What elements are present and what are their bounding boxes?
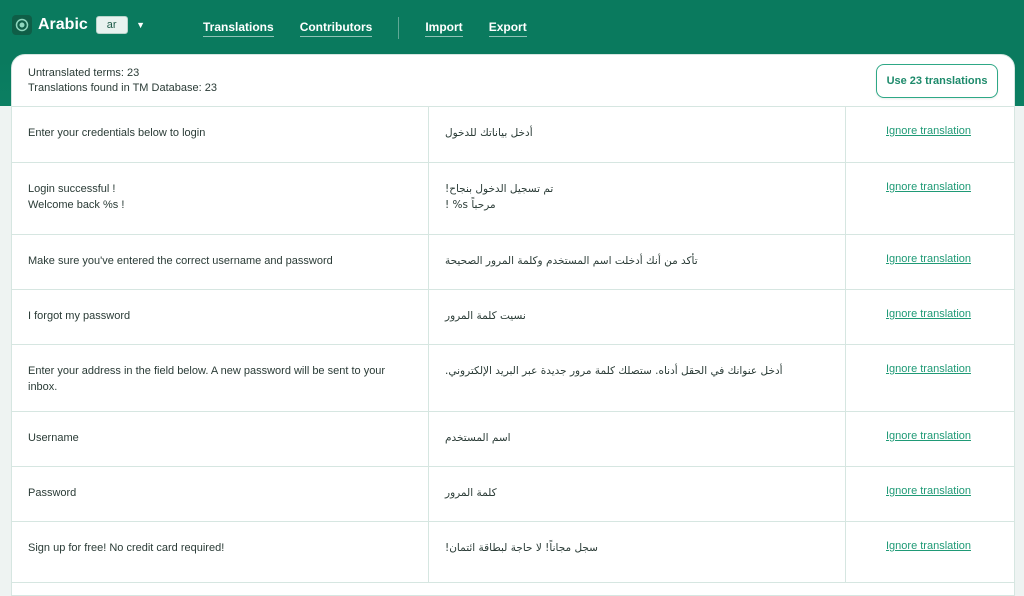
- nav-divider: [398, 17, 399, 39]
- table-row: [12, 522, 1014, 583]
- nav-translations[interactable]: Translations: [203, 20, 274, 37]
- source-text: Password: [12, 467, 429, 521]
- app-logo-icon: [12, 15, 32, 35]
- untranslated-count: Untranslated terms: 23: [28, 67, 140, 79]
- target-text: تأكد من أنك أدخلت اسم المستخدم وكلمة المرور الصحيحة: [429, 235, 846, 289]
- nav-import[interactable]: Import: [425, 20, 462, 37]
- table-row: [12, 290, 1014, 345]
- ignore-translation-link[interactable]: Ignore translation: [886, 308, 971, 320]
- ignore-translation-link[interactable]: Ignore translation: [886, 430, 971, 442]
- target-text: تم تسجيل الدخول بنجاح! مرحباً s% !: [429, 163, 846, 234]
- target-text: أدخل عنوانك في الحقل أدناه. ستصلك كلمة مرور جديدة عبر البريد الإلكتروني.: [429, 345, 846, 411]
- target-text: نسيت كلمة المرور: [429, 290, 846, 344]
- language-selector[interactable]: [12, 13, 148, 37]
- tm-found-count: Translations found in TM Database: 23: [28, 82, 217, 94]
- table-row: [12, 345, 1014, 412]
- ignore-translation-link[interactable]: Ignore translation: [886, 181, 971, 193]
- nav-contributors[interactable]: Contributors: [300, 20, 373, 37]
- translations-panel: [11, 54, 1015, 596]
- language-code-badge: ar: [96, 16, 128, 34]
- source-text: Enter your address in the field below. A new password will be sent to your inbox.: [12, 345, 429, 411]
- nav-export[interactable]: Export: [489, 20, 527, 37]
- source-text: Make sure you've entered the correct username and password: [12, 235, 429, 289]
- translations-table: [12, 106, 1014, 583]
- language-name: Arabic: [38, 16, 88, 33]
- target-text: كلمة المرور: [429, 467, 846, 521]
- ignore-translation-link[interactable]: Ignore translation: [886, 125, 971, 137]
- ignore-translation-link[interactable]: Ignore translation: [886, 485, 971, 497]
- source-text: Login successful ! Welcome back %s !: [12, 163, 429, 234]
- summary-block: [28, 66, 217, 96]
- main-nav: [203, 17, 553, 39]
- target-text: اسم المستخدم: [429, 412, 846, 466]
- table-row: [12, 412, 1014, 467]
- ignore-translation-link[interactable]: Ignore translation: [886, 540, 971, 552]
- table-row: [12, 235, 1014, 290]
- source-text: Sign up for free! No credit card required!: [12, 522, 429, 582]
- table-row: [12, 163, 1014, 235]
- use-translations-button[interactable]: Use 23 translations: [876, 64, 998, 98]
- ignore-translation-link[interactable]: Ignore translation: [886, 253, 971, 265]
- target-text: أدخل بياناتك للدخول: [429, 107, 846, 162]
- source-text: Enter your credentials below to login: [12, 107, 429, 162]
- chevron-down-icon[interactable]: ▼: [136, 20, 146, 30]
- source-text: I forgot my password: [12, 290, 429, 344]
- target-text: سجل مجاناً! لا حاجة لبطاقة ائتمان!: [429, 522, 846, 582]
- source-text: Username: [12, 412, 429, 466]
- ignore-translation-link[interactable]: Ignore translation: [886, 363, 971, 375]
- table-row: [12, 467, 1014, 522]
- table-row: [12, 107, 1014, 163]
